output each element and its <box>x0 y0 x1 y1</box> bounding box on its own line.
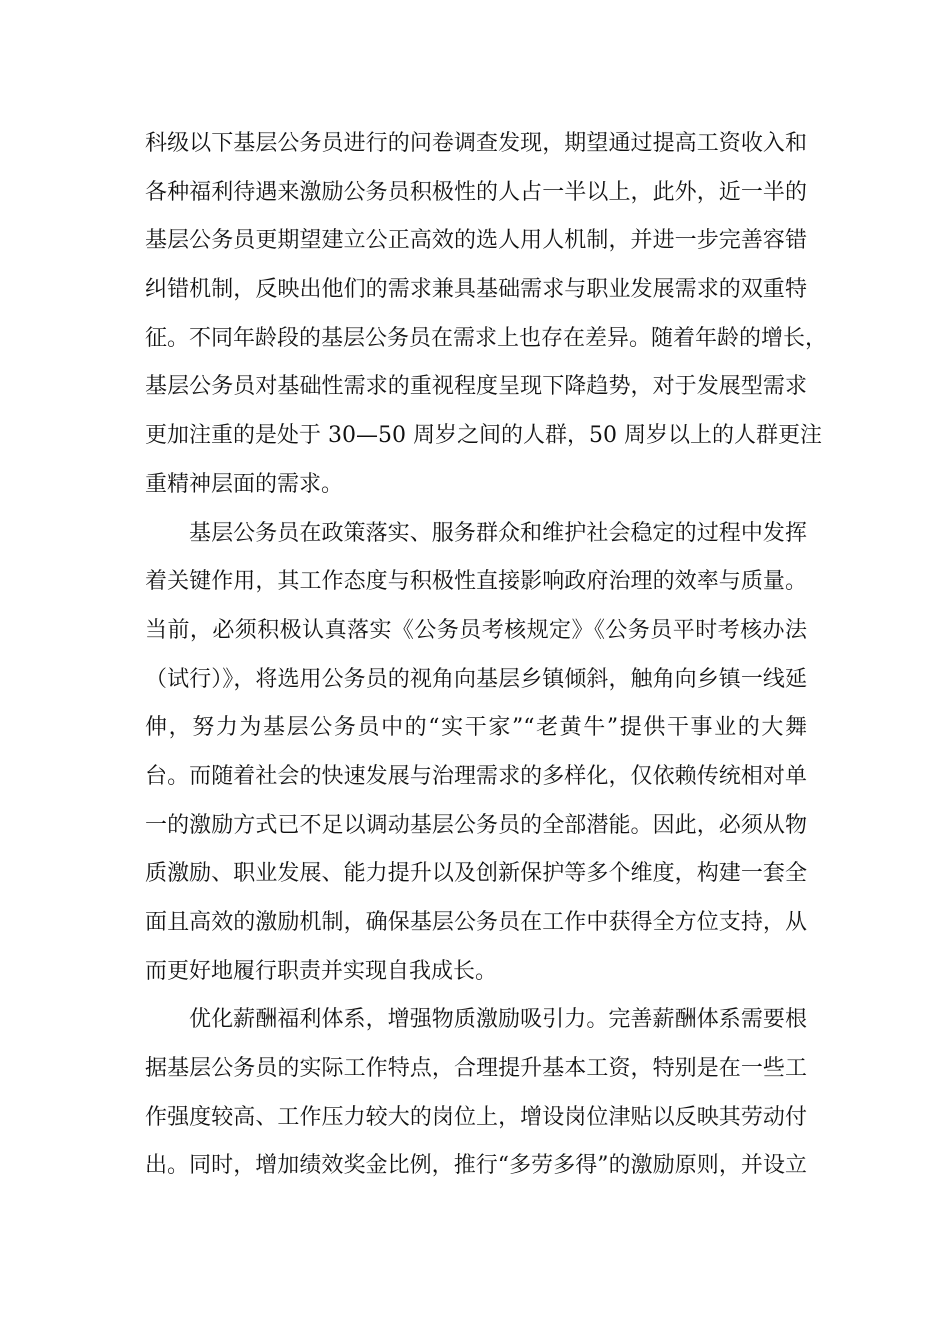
text-line: 而更好地履行职责并实现自我成长。 <box>145 958 498 984</box>
paragraph-1 <box>145 120 828 510</box>
paragraph-2 <box>145 510 807 997</box>
text-line: 一的激励方式已不足以调动基层公务员的全部潜能。因此，必须从物 <box>145 812 807 838</box>
body-text <box>145 120 828 1191</box>
text-line: 台。而随着社会的快速发展与治理需求的多样化，仅依赖传统相对单 <box>145 763 807 789</box>
text-line: 质激励、职业发展、能力提升以及创新保护等多个维度，构建一套全 <box>145 861 807 887</box>
text-line: 基层公务员对基础性需求的重视程度呈现下降趋势，对于发展型需求 <box>145 374 807 400</box>
paragraph-3 <box>145 996 807 1191</box>
text-line: 当前，必须积极认真落实《公务员考核规定》《公务员平时考核办法 <box>145 617 807 643</box>
text-line: 出。同时，增加绩效奖金比例，推行“多劳多得”的激励原则，并设立 <box>145 1153 807 1179</box>
text-line: 伸，努力为基层公务员中的“实干家”“老黄牛”提供干事业的大舞 <box>145 715 807 741</box>
text-line: （试行）》，将选用公务员的视角向基层乡镇倾斜，触角向乡镇一线延 <box>145 666 807 692</box>
text-line: 纠错机制，反映出他们的需求兼具基础需求与职业发展需求的双重特 <box>145 277 807 303</box>
text-line: 重精神层面的需求。 <box>145 471 344 497</box>
text-line: 基层公务员更期望建立公正高效的选人用人机制，并进一步完善容错 <box>145 228 807 254</box>
text-line: 优化薪酬福利体系，增强物质激励吸引力。完善薪酬体系需要根 <box>189 1007 807 1033</box>
text-line: 据基层公务员的实际工作特点，合理提升基本工资，特别是在一些工 <box>145 1056 807 1082</box>
text-line: 更加注重的是处于 30—50 周岁之间的人群，50 周岁以上的人群更注 <box>145 423 822 449</box>
text-line: 基层公务员在政策落实、服务群众和维护社会稳定的过程中发挥 <box>189 520 807 546</box>
text-line: 着关键作用，其工作态度与积极性直接影响政府治理的效率与质量。 <box>145 569 807 595</box>
text-line: 面且高效的激励机制，确保基层公务员在工作中获得全方位支持，从 <box>145 910 807 935</box>
text-line: 作强度较高、工作压力较大的岗位上，增设岗位津贴以反映其劳动付 <box>145 1104 807 1130</box>
text-line: 各种福利待遇来激励公务员积极性的人占一半以上，此外，近一半的 <box>145 179 807 205</box>
text-line: 科级以下基层公务员进行的问卷调查发现，期望通过提高工资收入和 <box>145 131 807 156</box>
text-line: 征。不同年龄段的基层公务员在需求上也存在差异。随着年龄的增长， <box>145 325 828 351</box>
